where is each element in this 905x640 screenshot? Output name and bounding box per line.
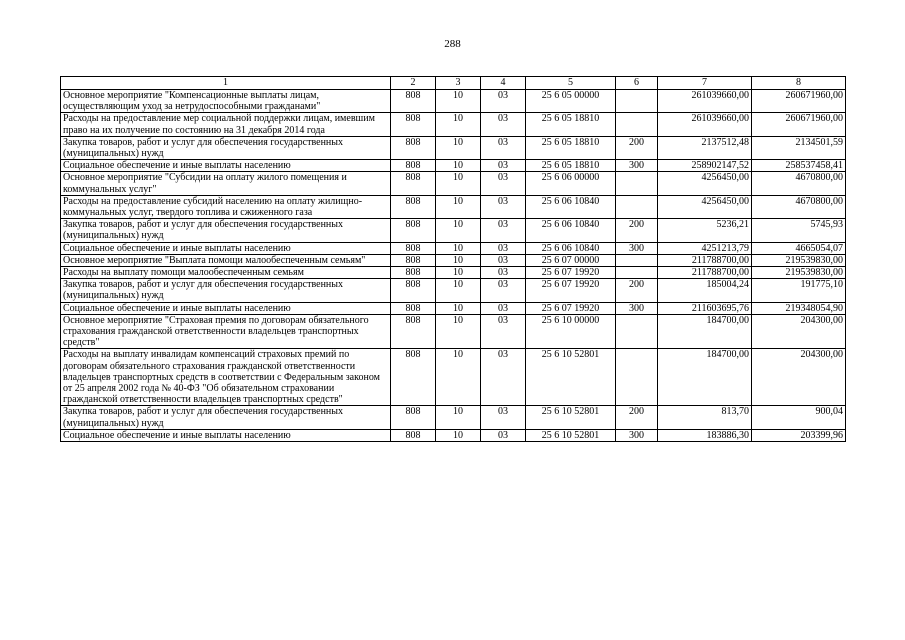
row-expense-type [616,349,658,406]
row-name: Основное мероприятие "Компенсационные выплаты лицам, осуществляющим уход за нетрудоспособными гражданами" [61,90,391,113]
row-name: Расходы на выплату инвалидам компенсаций страховых премий по договорам обязательного страхования гражданской ответственности владельцев транспортных средств в соответствии с Федеральным законом от 25 апреля 2002 года № 40-ФЗ "Об обязательном страховании гражданской ответственности владельцев транспортных средств" [61,349,391,406]
row-amount-year1: 5236,21 [658,219,752,242]
table-body [61,90,846,442]
row-expense-type [616,314,658,349]
row-amount-year2: 219348054,90 [752,302,846,314]
table-row [61,90,846,113]
row-code-section: 10 [436,242,481,254]
row-target-item: 25 6 07 19920 [526,302,616,314]
row-code-ministry: 808 [391,195,436,218]
row-code-section: 10 [436,254,481,266]
row-amount-year1: 184700,00 [658,314,752,349]
header-cell: 2 [391,77,436,90]
row-code-subsection: 03 [481,136,526,159]
row-amount-year2: 219539830,00 [752,254,846,266]
table-row [61,254,846,266]
row-name: Расходы на предоставление мер социальной поддержки лицам, имевшим право на их получение по состоянию на 31 декабря 2014 года [61,113,391,136]
row-target-item: 25 6 05 00000 [526,90,616,113]
row-amount-year2: 4665054,07 [752,242,846,254]
row-amount-year1: 2137512,48 [658,136,752,159]
row-target-item: 25 6 06 10840 [526,195,616,218]
header-cell: 3 [436,77,481,90]
row-code-subsection: 03 [481,302,526,314]
row-code-ministry: 808 [391,314,436,349]
table-row [61,172,846,195]
row-target-item: 25 6 07 19920 [526,279,616,302]
row-code-section: 10 [436,219,481,242]
row-code-ministry: 808 [391,90,436,113]
row-name: Основное мероприятие "Выплата помощи малообеспеченным семьям" [61,254,391,266]
row-code-ministry: 808 [391,219,436,242]
row-code-section: 10 [436,136,481,159]
row-expense-type: 200 [616,279,658,302]
row-code-ministry: 808 [391,113,436,136]
row-amount-year2: 5745,93 [752,219,846,242]
row-code-section: 10 [436,279,481,302]
row-name: Социальное обеспечение и иные выплаты населению [61,242,391,254]
row-amount-year1: 211788700,00 [658,254,752,266]
row-expense-type [616,254,658,266]
row-code-subsection: 03 [481,90,526,113]
row-code-subsection: 03 [481,429,526,441]
row-target-item: 25 6 07 19920 [526,267,616,279]
row-target-item: 25 6 10 00000 [526,314,616,349]
row-name: Основное мероприятие "Страховая премия по договорам обязательного страхования гражданской ответственности владельцев транспортных средств" [61,314,391,349]
row-expense-type [616,172,658,195]
row-expense-type: 300 [616,160,658,172]
row-amount-year1: 261039660,00 [658,90,752,113]
row-name: Социальное обеспечение и иные выплаты населению [61,160,391,172]
row-name: Социальное обеспечение и иные выплаты населению [61,429,391,441]
row-code-ministry: 808 [391,429,436,441]
row-amount-year1: 258902147,52 [658,160,752,172]
row-amount-year2: 219539830,00 [752,267,846,279]
row-amount-year2: 4670800,00 [752,172,846,195]
row-code-ministry: 808 [391,254,436,266]
row-code-section: 10 [436,302,481,314]
row-amount-year2: 900,04 [752,406,846,429]
row-amount-year1: 183886,30 [658,429,752,441]
header-cell: 6 [616,77,658,90]
row-expense-type [616,267,658,279]
row-amount-year2: 204300,00 [752,349,846,406]
table-row [61,302,846,314]
header-row [61,77,846,90]
row-name: Основное мероприятие "Субсидии на оплату жилого помещения и коммунальных услуг" [61,172,391,195]
row-name: Закупка товаров, работ и услуг для обеспечения государственных (муниципальных) нужд [61,406,391,429]
row-amount-year2: 2134501,59 [752,136,846,159]
row-target-item: 25 6 10 52801 [526,429,616,441]
row-amount-year1: 211603695,76 [658,302,752,314]
row-code-section: 10 [436,90,481,113]
header-cell: 5 [526,77,616,90]
row-code-section: 10 [436,160,481,172]
row-code-ministry: 808 [391,349,436,406]
row-expense-type: 200 [616,136,658,159]
row-target-item: 25 6 05 18810 [526,113,616,136]
row-name: Расходы на выплату помощи малообеспеченным семьям [61,267,391,279]
table-row [61,219,846,242]
row-amount-year2: 4670800,00 [752,195,846,218]
row-expense-type: 200 [616,219,658,242]
row-expense-type: 300 [616,302,658,314]
row-code-ministry: 808 [391,242,436,254]
row-target-item: 25 6 10 52801 [526,349,616,406]
row-name: Закупка товаров, работ и услуг для обеспечения государственных (муниципальных) нужд [61,136,391,159]
table-row [61,267,846,279]
table-row [61,314,846,349]
row-code-ministry: 808 [391,172,436,195]
row-expense-type: 200 [616,406,658,429]
row-expense-type: 300 [616,429,658,441]
row-expense-type [616,90,658,113]
row-code-subsection: 03 [481,349,526,406]
row-amount-year2: 258537458,41 [752,160,846,172]
row-code-ministry: 808 [391,160,436,172]
row-target-item: 25 6 10 52801 [526,406,616,429]
row-code-ministry: 808 [391,267,436,279]
row-code-subsection: 03 [481,254,526,266]
row-amount-year1: 4251213,79 [658,242,752,254]
row-amount-year1: 211788700,00 [658,267,752,279]
row-expense-type: 300 [616,242,658,254]
page-number: 288 [444,38,461,50]
row-target-item: 25 6 05 18810 [526,136,616,159]
row-amount-year1: 184700,00 [658,349,752,406]
row-target-item: 25 6 06 10840 [526,242,616,254]
row-code-subsection: 03 [481,219,526,242]
table-row [61,113,846,136]
row-code-section: 10 [436,195,481,218]
row-code-subsection: 03 [481,195,526,218]
header-cell: 4 [481,77,526,90]
row-code-subsection: 03 [481,160,526,172]
row-amount-year2: 204300,00 [752,314,846,349]
row-amount-year2: 203399,96 [752,429,846,441]
row-code-subsection: 03 [481,406,526,429]
row-code-section: 10 [436,406,481,429]
row-code-ministry: 808 [391,279,436,302]
table-row [61,136,846,159]
row-code-subsection: 03 [481,242,526,254]
header-cell: 8 [752,77,846,90]
row-target-item: 25 6 05 18810 [526,160,616,172]
table-row [61,349,846,406]
row-target-item: 25 6 06 00000 [526,172,616,195]
row-code-section: 10 [436,429,481,441]
table-row [61,429,846,441]
row-code-ministry: 808 [391,406,436,429]
row-code-section: 10 [436,113,481,136]
row-amount-year1: 4256450,00 [658,172,752,195]
row-target-item: 25 6 06 10840 [526,219,616,242]
row-amount-year1: 261039660,00 [658,113,752,136]
row-amount-year1: 185004,24 [658,279,752,302]
row-code-ministry: 808 [391,302,436,314]
row-code-section: 10 [436,267,481,279]
row-code-subsection: 03 [481,279,526,302]
row-amount-year2: 260671960,00 [752,113,846,136]
row-code-section: 10 [436,172,481,195]
row-code-section: 10 [436,314,481,349]
table-row [61,242,846,254]
row-amount-year1: 813,70 [658,406,752,429]
row-code-subsection: 03 [481,113,526,136]
row-name: Социальное обеспечение и иные выплаты населению [61,302,391,314]
header-cell: 7 [658,77,752,90]
row-code-subsection: 03 [481,314,526,349]
row-target-item: 25 6 07 00000 [526,254,616,266]
row-expense-type [616,113,658,136]
row-code-subsection: 03 [481,267,526,279]
row-code-ministry: 808 [391,136,436,159]
row-name: Закупка товаров, работ и услуг для обеспечения государственных (муниципальных) нужд [61,279,391,302]
row-code-section: 10 [436,349,481,406]
row-name: Расходы на предоставление субсидий населению на оплату жилищно-коммунальных услуг, твердого топлива и сжиженного газа [61,195,391,218]
budget-table [60,76,846,442]
row-name: Закупка товаров, работ и услуг для обеспечения государственных (муниципальных) нужд [61,219,391,242]
row-code-subsection: 03 [481,172,526,195]
row-expense-type [616,195,658,218]
row-amount-year1: 4256450,00 [658,195,752,218]
table-row [61,195,846,218]
row-amount-year2: 260671960,00 [752,90,846,113]
table-row [61,406,846,429]
table-row [61,279,846,302]
header-cell: 1 [61,77,391,90]
table-row [61,160,846,172]
row-amount-year2: 191775,10 [752,279,846,302]
